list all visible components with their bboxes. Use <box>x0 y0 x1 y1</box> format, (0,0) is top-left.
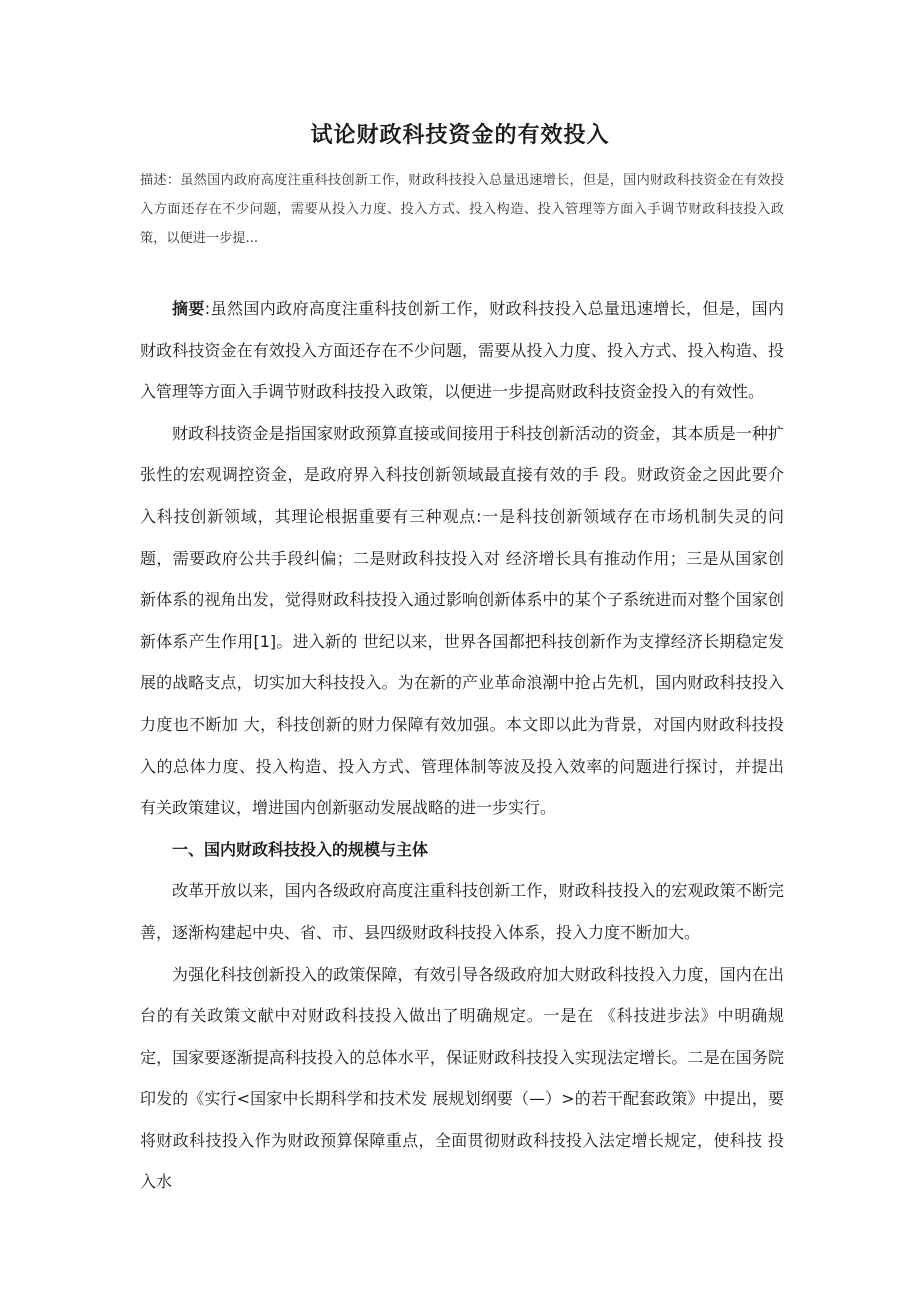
abstract-paragraph <box>140 288 784 413</box>
document-body <box>140 288 784 1203</box>
section-paragraph: 为强化科技创新投入的政策保障，有效引导各级政府加大财政科技投入力度，国内在出台的有关政策文献中对财政科技投入做出了明确规定。一是在 《科技进步法》中明确规定，国家要逐渐提高科技投入的总体水平，保证财政科技投入实现法定增长。二是在国务院印发的《实行<国家中长期科学和技术发 展规划纲要（—）>的若干配套政策》中提出，要将财政科技投入作为财政预算保障重点，全面贯彻财政科技投入法定增长规定，使科技 投入水 <box>140 964 784 1192</box>
abstract-text: :虽然国内政府高度注重科技创新工作，财政科技投入总量迅速增长，但是，国内财政科技资金在有效投入方面还存在不少问题，需要从投入力度、投入方式、投入构造、投入管理等方面入手调节财政科技投入政策，以便进一步提高财政科技资金投入的有效性。 <box>140 299 784 402</box>
section-paragraph: 改革开放以来，国内各级政府高度注重科技创新工作，财政科技投入的宏观政策不断完善，逐渐构建起中央、省、市、县四级财政科技投入体系，投入力度不断加大。 <box>140 881 784 942</box>
intro-paragraph: 财政科技资金是指国家财政预算直接或间接用于科技创新活动的资金，其本质是一种扩张性的宏观调控资金，是政府界入科技创新领域最直接有效的手 段。财政资金之因此要介入科技创新领域，其理论根据重要有三种观点:一是科技创新领域存在市场机制失灵的问题，需要政府公共手段纠偏；二是财政科技投入对 经济增长具有推动作用；三是从国家创新体系的视角出发，觉得财政科技投入通过影响创新体系中的某个子系统进而对整个国家创新体系产生作用[1]。进入新的 世纪以来，世界各国都把科技创新作为支撑经济长期稳定发展的战略支点，切实加大科技投入。为在新的产业革命浪潮中抢占先机，国内财政科技投入力度也不断加 大，科技创新的财力保障有效加强。本文即以此为背景，对国内财政科技投入的总体力度、投入构造、投入方式、管理体制等波及投入效率的问题进行探讨，并提出 有关政策建议，增进国内创新驱动发展战略的进一步实行。 <box>140 423 784 818</box>
document-title: 试论财政科技资金的有效投入 <box>310 123 610 148</box>
section-heading: 一、国内财政科技投入的规模与主体 <box>172 839 429 859</box>
document-description: 描述：虽然国内政府高度注重科技创新工作，财政科技投入总量迅速增长，但是，国内财政科技资金在有效投入方面还存在不少问题，需要从投入力度、投入方式、投入构造、投入管理等方面入手调节财政科技投入政策，以便进一步提... <box>140 173 784 246</box>
abstract-label: 摘要 <box>172 299 205 318</box>
